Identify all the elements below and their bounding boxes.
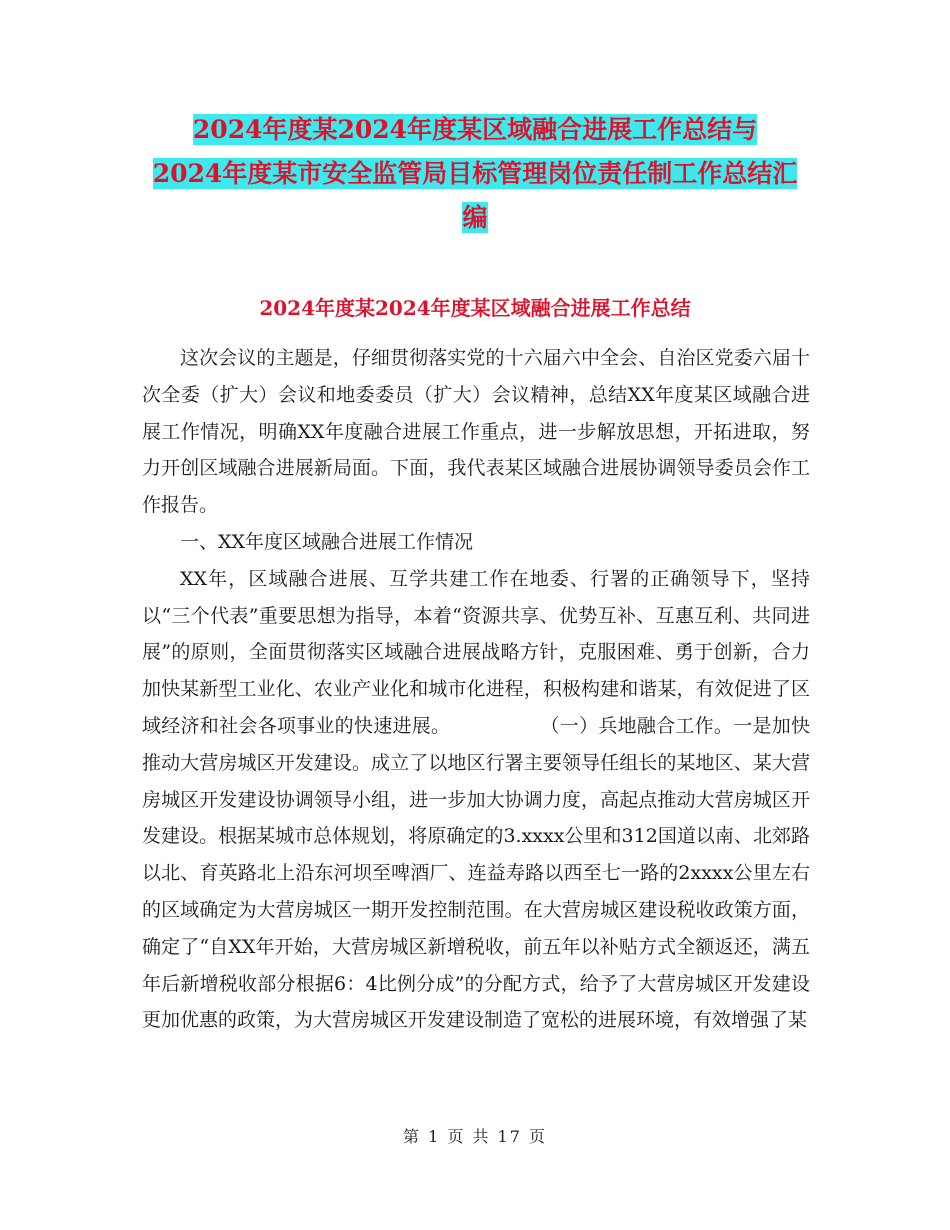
paragraph-intro: 这次会议的主题是，仔细贯彻落实党的十六届六中全会、自治区党委六届十次全委（扩大）会议和地委委员（扩大）会议精神，总结XX年度某区域融合进展工作情况，明确XX年度融合进展工作重点，进一步解放思想，开拓进取，努力开创区域融合进展新局面。下面，我代表某区域融合进展协调领导委员会作工作报告。 — [142, 347, 810, 517]
document-main-title — [140, 108, 810, 240]
main-title-line-3: 编 — [462, 203, 488, 232]
document-body — [142, 340, 810, 1039]
paragraph-work-summary-part1: XX年，区域融合进展、互学共建工作在地委、行署的正确领导下，坚持以“三个代表”重要思想为指导，本着“资源共享、优势互补、互惠互利、共同进展”的原则，全面贯彻落实区域融合进展战略方针，克服困难、勇于创新，合力加快某新型工业化、农业产业化和城市化进程，积极构建和谐某，有效促进了区域经济和社会各项事业的快速进展。 — [142, 567, 810, 737]
main-title-line-2: 2024年度某市安全监管局目标管理岗位责任制工作总结汇 — [152, 159, 798, 188]
section-heading-1: 一、XX年度区域融合进展工作情况 — [180, 530, 474, 553]
section-title: 2024年度某2024年度某区域融合进展工作总结 — [259, 296, 691, 320]
paragraph-work-summary — [142, 561, 810, 1039]
page-number-footer: 第 1 页 共 17 页 — [403, 1127, 547, 1146]
main-title-line-1: 2024年度某2024年度某区域融合进展工作总结与 — [192, 115, 758, 144]
paragraph-work-summary-part2: （一）兵地融合工作。一是加快推动大营房城区开发建设。成立了以地区行署主要领导任组长的某地区、某大营房城区开发建设协调领导小组，进一步加大协调力度，高起点推动大营房城区开发建设。根据某城市总体规划，将原确定的3.xxxx公里和312国道以南、北郊路以北、育英路北上沿东河坝至啤酒厂、连益寿路以西至七一路的2xxxx公里左右的区域确定为大营房城区一期开发控制范围。在大营房城区建设税收政策方面，确定了“自XX年开始，大营房城区新增税收，前五年以补贴方式全额返还，满五年后新增税收部分根据6：4比例分成”的分配方式，给予了大营房城区开发建设更加优惠的政策，为大营房城区开发建设制造了宽松的进展环境，有效增强了某 — [142, 714, 810, 1032]
